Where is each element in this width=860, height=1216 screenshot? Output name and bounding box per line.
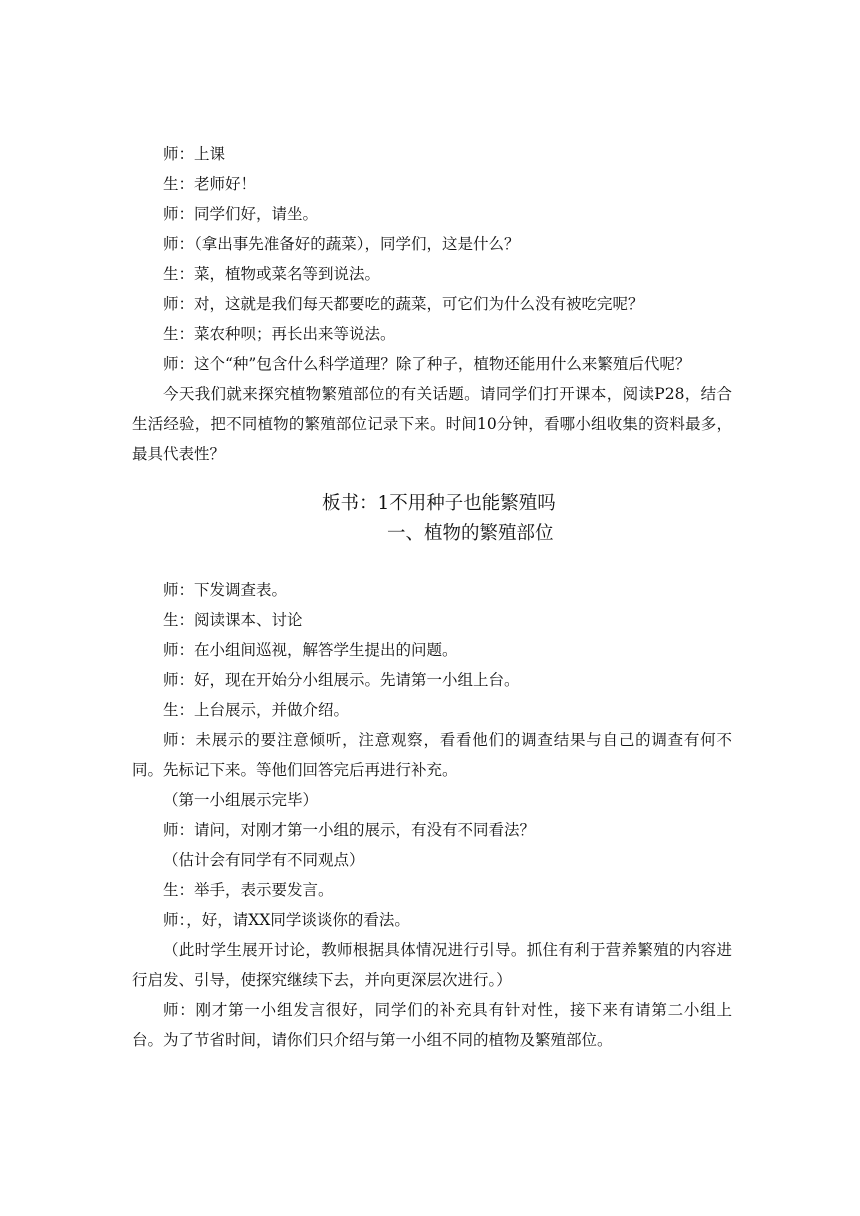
dialogue-line: 师：好，现在开始分小组展示。先请第一小组上台。: [163, 671, 520, 689]
dialogue-line: 生：老师好！: [163, 175, 257, 193]
dialogue-line: 师：上课: [163, 145, 226, 163]
stage-note: （第一小组展示完毕）: [163, 791, 319, 809]
board-title: 板书：1不用种子也能繁殖吗: [322, 493, 556, 514]
board-writing: [132, 489, 732, 549]
dialogue-line: 师：（拿出事先准备好的蔬菜），同学们，这是什么？: [163, 235, 520, 253]
dialogue-line: 师：请问，对刚才第一小组的展示，有没有不同看法？: [163, 821, 536, 839]
dialogue-line: 师：对，这就是我们每天都要吃的蔬菜，可它们为什么没有被吃完呢？: [163, 295, 644, 313]
dialogue-line: 师：下发调查表。: [163, 581, 288, 599]
dialogue-line: 师：未展示的要注意倾听，注意观察，看看他们的调查结果与自己的调查有何不同。先标记下来。等他们回答完后再进行补充。: [132, 731, 732, 779]
dialogue-line: 生：举手，表示要发言。: [163, 881, 334, 899]
board-subtitle: 一、植物的繁殖部位: [387, 523, 554, 544]
dialogue-line: 生：上台展示，并做介绍。: [163, 701, 350, 719]
dialogue-line: 生：阅读课本、讨论: [163, 611, 303, 629]
stage-note: （估计会有同学有不同观点）: [163, 851, 365, 869]
dialogue-line: 师：刚才第一小组发言很好，同学们的补充具有针对性，接下来有请第二小组上台。为了节省时间，请你们只介绍与第一小组不同的植物及繁殖部位。: [132, 1001, 732, 1049]
dialogue-line: 生：菜农种呗；再长出来等说法。: [163, 325, 396, 343]
stage-note: （此时学生展开讨论，教师根据具体情况进行引导。抓住有利于营养繁殖的内容进行启发、引导，使探究继续下去，并向更深层次进行。）: [132, 941, 732, 989]
dialogue-line: 师：，好，请XX同学谈谈你的看法。: [163, 911, 410, 929]
dialogue-line: 师：这个“种”包含什么科学道理？除了种子，植物还能用什么来繁殖后代呢？: [163, 355, 691, 373]
dialogue-line: 师：在小组间巡视，解答学生提出的问题。: [163, 641, 458, 659]
dialogue-line: 师：同学们好，请坐。: [163, 205, 319, 223]
intro-paragraph: 今天我们就来探究植物繁殖部位的有关话题。请同学们打开课本，阅读P28，结合生活经验，把不同植物的繁殖部位记录下来。时间10分钟，看哪小组收集的资料最多，最具代表性？: [132, 385, 732, 463]
dialogue-line: 生：菜，植物或菜名等到说法。: [163, 265, 381, 283]
document-body: [132, 139, 732, 1055]
